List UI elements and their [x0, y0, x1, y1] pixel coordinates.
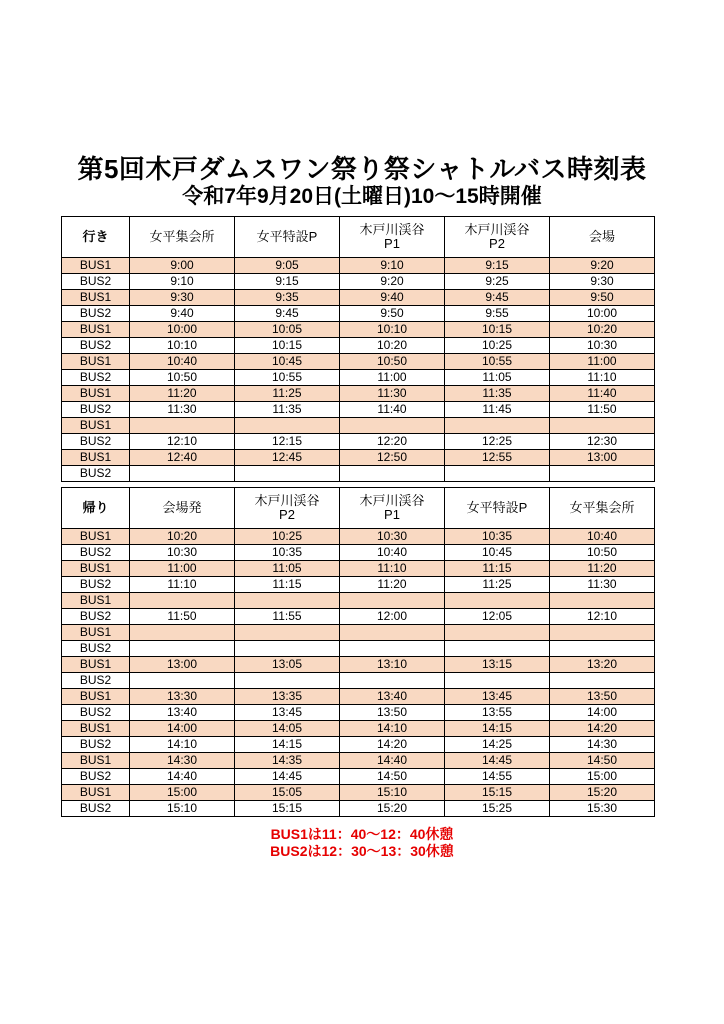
time-cell	[445, 673, 550, 689]
time-cell: 10:25	[235, 529, 340, 545]
time-cell: 15:05	[235, 785, 340, 801]
time-cell: 10:40	[130, 354, 235, 370]
table-row	[62, 561, 655, 577]
time-cell: 14:45	[445, 753, 550, 769]
bus-label: BUS2	[62, 673, 130, 689]
bus-label: BUS1	[62, 290, 130, 306]
table-row	[62, 466, 655, 482]
time-cell	[550, 641, 655, 657]
table-row	[62, 593, 655, 609]
bus-label: BUS1	[62, 450, 130, 466]
time-cell: 10:10	[130, 338, 235, 354]
bus-label: BUS1	[62, 418, 130, 434]
time-cell	[550, 625, 655, 641]
time-cell: 15:20	[550, 785, 655, 801]
time-cell: 11:15	[445, 561, 550, 577]
time-cell: 9:15	[235, 274, 340, 290]
table-row	[62, 418, 655, 434]
page-title: 第5回木戸ダムスワン祭り祭シャトルバス時刻表	[77, 154, 647, 184]
time-cell: 14:15	[235, 737, 340, 753]
time-cell: 11:35	[235, 402, 340, 418]
time-cell: 10:35	[235, 545, 340, 561]
time-cell: 9:30	[550, 274, 655, 290]
time-cell: 9:15	[445, 258, 550, 274]
time-cell: 13:55	[445, 705, 550, 721]
time-cell: 12:25	[445, 434, 550, 450]
time-cell: 13:30	[130, 689, 235, 705]
time-cell: 13:05	[235, 657, 340, 673]
time-cell: 10:55	[235, 370, 340, 386]
table-row	[62, 769, 655, 785]
time-cell: 14:55	[445, 769, 550, 785]
time-cell: 11:45	[445, 402, 550, 418]
stop-header: 女平集会所	[130, 217, 235, 258]
bus-label: BUS1	[62, 322, 130, 338]
time-cell: 12:30	[550, 434, 655, 450]
bus-label: BUS2	[62, 274, 130, 290]
time-cell: 11:55	[235, 609, 340, 625]
time-cell: 14:10	[340, 721, 445, 737]
time-cell: 10:50	[340, 354, 445, 370]
time-cell: 10:55	[445, 354, 550, 370]
bus-label: BUS2	[62, 338, 130, 354]
time-cell	[130, 593, 235, 609]
time-cell	[130, 466, 235, 482]
table-row	[62, 785, 655, 801]
time-cell: 13:15	[445, 657, 550, 673]
bus-label: BUS2	[62, 609, 130, 625]
time-cell: 13:35	[235, 689, 340, 705]
time-cell	[130, 418, 235, 434]
time-cell: 10:35	[445, 529, 550, 545]
time-cell: 13:00	[130, 657, 235, 673]
stop-header: 木戸川渓谷 P2	[445, 217, 550, 258]
time-cell: 9:30	[130, 290, 235, 306]
bus-label: BUS2	[62, 737, 130, 753]
bus-label: BUS1	[62, 689, 130, 705]
time-cell: 11:00	[550, 354, 655, 370]
time-cell: 13:20	[550, 657, 655, 673]
stop-header: 女平特設P	[445, 488, 550, 529]
time-cell: 13:45	[235, 705, 340, 721]
time-cell: 14:35	[235, 753, 340, 769]
time-cell	[445, 641, 550, 657]
table-row	[62, 402, 655, 418]
time-cell: 12:05	[445, 609, 550, 625]
time-cell: 9:10	[130, 274, 235, 290]
stop-header: 木戸川渓谷 P1	[340, 488, 445, 529]
time-cell: 13:40	[340, 689, 445, 705]
time-cell: 14:15	[445, 721, 550, 737]
time-cell: 10:00	[550, 306, 655, 322]
time-cell: 11:25	[445, 577, 550, 593]
time-cell: 11:10	[340, 561, 445, 577]
time-cell: 13:50	[340, 705, 445, 721]
time-cell: 11:20	[550, 561, 655, 577]
time-cell: 11:30	[130, 402, 235, 418]
time-cell: 15:00	[130, 785, 235, 801]
bus-label: BUS2	[62, 545, 130, 561]
table-row	[62, 529, 655, 545]
table-row	[62, 258, 655, 274]
time-cell: 11:05	[235, 561, 340, 577]
table-row	[62, 322, 655, 338]
break-notes	[0, 826, 724, 860]
time-cell: 10:20	[130, 529, 235, 545]
time-cell: 14:40	[340, 753, 445, 769]
time-cell	[340, 418, 445, 434]
time-cell: 14:20	[550, 721, 655, 737]
time-cell: 10:50	[550, 545, 655, 561]
table-row	[62, 657, 655, 673]
time-cell: 10:40	[340, 545, 445, 561]
table-row	[62, 545, 655, 561]
bus-label: BUS2	[62, 466, 130, 482]
time-cell: 9:25	[445, 274, 550, 290]
stop-header: 会場	[550, 217, 655, 258]
table-row	[62, 705, 655, 721]
time-cell	[445, 593, 550, 609]
time-cell	[235, 641, 340, 657]
time-cell: 10:00	[130, 322, 235, 338]
return-timetable	[61, 487, 655, 817]
time-cell: 9:45	[445, 290, 550, 306]
table-row	[62, 673, 655, 689]
table-row	[62, 290, 655, 306]
bus2-break-note: BUS2は12：30～13：30休憩	[270, 843, 454, 859]
table-row	[62, 801, 655, 817]
outbound-header-row	[62, 217, 655, 258]
table-row	[62, 450, 655, 466]
table-row	[62, 721, 655, 737]
bus-label: BUS1	[62, 721, 130, 737]
stop-header: 女平集会所	[550, 488, 655, 529]
bus-label: BUS2	[62, 306, 130, 322]
time-cell	[550, 466, 655, 482]
time-cell: 9:40	[130, 306, 235, 322]
direction-header: 帰り	[62, 488, 130, 529]
time-cell	[340, 625, 445, 641]
bus-label: BUS2	[62, 801, 130, 817]
time-cell	[235, 418, 340, 434]
time-cell: 11:20	[130, 386, 235, 402]
time-cell: 15:15	[235, 801, 340, 817]
time-cell: 11:25	[235, 386, 340, 402]
time-cell	[445, 625, 550, 641]
table-row	[62, 753, 655, 769]
time-cell: 14:10	[130, 737, 235, 753]
time-cell: 10:30	[130, 545, 235, 561]
table-row	[62, 641, 655, 657]
time-cell	[235, 673, 340, 689]
time-cell	[235, 593, 340, 609]
time-cell	[340, 641, 445, 657]
table-row	[62, 370, 655, 386]
time-cell: 10:20	[550, 322, 655, 338]
time-cell: 14:05	[235, 721, 340, 737]
time-cell: 10:10	[340, 322, 445, 338]
time-cell: 11:40	[550, 386, 655, 402]
bus-label: BUS2	[62, 641, 130, 657]
time-cell: 10:25	[445, 338, 550, 354]
bus-label: BUS2	[62, 577, 130, 593]
time-cell	[130, 673, 235, 689]
time-cell: 12:15	[235, 434, 340, 450]
time-cell: 11:15	[235, 577, 340, 593]
time-cell: 11:40	[340, 402, 445, 418]
time-cell: 11:00	[130, 561, 235, 577]
time-cell: 14:30	[130, 753, 235, 769]
time-cell	[235, 466, 340, 482]
stop-header: 会場発	[130, 488, 235, 529]
time-cell: 14:30	[550, 737, 655, 753]
time-cell: 10:40	[550, 529, 655, 545]
time-cell: 11:10	[130, 577, 235, 593]
time-cell: 12:50	[340, 450, 445, 466]
time-cell: 14:00	[130, 721, 235, 737]
event-date-subtitle: 令和7年9月20日(土曜日)10～15時開催	[182, 185, 542, 208]
bus-label: BUS1	[62, 258, 130, 274]
time-cell	[445, 418, 550, 434]
time-cell: 14:20	[340, 737, 445, 753]
time-cell: 14:50	[340, 769, 445, 785]
time-cell: 9:20	[550, 258, 655, 274]
bus-label: BUS1	[62, 386, 130, 402]
table-row	[62, 689, 655, 705]
stop-header: 木戸川渓谷 P2	[235, 488, 340, 529]
time-cell	[340, 593, 445, 609]
time-cell: 12:00	[340, 609, 445, 625]
time-cell: 10:15	[445, 322, 550, 338]
bus-label: BUS1	[62, 625, 130, 641]
table-row	[62, 625, 655, 641]
time-cell: 12:10	[130, 434, 235, 450]
time-cell: 10:20	[340, 338, 445, 354]
bus-label: BUS2	[62, 370, 130, 386]
table-row	[62, 577, 655, 593]
time-cell: 9:10	[340, 258, 445, 274]
time-cell: 11:10	[550, 370, 655, 386]
time-cell: 14:25	[445, 737, 550, 753]
time-cell: 12:45	[235, 450, 340, 466]
time-cell: 14:00	[550, 705, 655, 721]
bus-label: BUS2	[62, 705, 130, 721]
bus-label: BUS1	[62, 785, 130, 801]
time-cell: 9:40	[340, 290, 445, 306]
time-cell: 15:30	[550, 801, 655, 817]
bus-label: BUS1	[62, 529, 130, 545]
time-cell	[445, 466, 550, 482]
direction-header: 行き	[62, 217, 130, 258]
time-cell: 9:50	[340, 306, 445, 322]
time-cell: 14:50	[550, 753, 655, 769]
time-cell: 15:10	[130, 801, 235, 817]
time-cell	[550, 418, 655, 434]
table-row	[62, 737, 655, 753]
bus-label: BUS1	[62, 593, 130, 609]
time-cell: 9:05	[235, 258, 340, 274]
table-row	[62, 609, 655, 625]
time-cell: 14:45	[235, 769, 340, 785]
bus-label: BUS2	[62, 434, 130, 450]
bus-label: BUS1	[62, 561, 130, 577]
time-cell: 10:50	[130, 370, 235, 386]
bus-label: BUS2	[62, 402, 130, 418]
time-cell: 10:30	[340, 529, 445, 545]
time-cell: 14:40	[130, 769, 235, 785]
time-cell: 13:45	[445, 689, 550, 705]
table-row	[62, 274, 655, 290]
time-cell	[130, 625, 235, 641]
stop-header: 女平特設P	[235, 217, 340, 258]
time-cell: 11:30	[550, 577, 655, 593]
return-header-row	[62, 488, 655, 529]
bus1-break-note: BUS1は11：40～12：40休憩	[270, 826, 454, 842]
bus-label: BUS1	[62, 657, 130, 673]
time-cell: 13:50	[550, 689, 655, 705]
time-cell: 12:10	[550, 609, 655, 625]
time-cell: 15:20	[340, 801, 445, 817]
table-row	[62, 338, 655, 354]
time-cell: 15:10	[340, 785, 445, 801]
bus-label: BUS2	[62, 769, 130, 785]
bus-label: BUS1	[62, 753, 130, 769]
time-cell	[130, 641, 235, 657]
table-row	[62, 386, 655, 402]
time-cell: 9:50	[550, 290, 655, 306]
time-cell: 12:55	[445, 450, 550, 466]
time-cell: 9:20	[340, 274, 445, 290]
time-cell	[340, 466, 445, 482]
time-cell: 11:50	[130, 609, 235, 625]
table-row	[62, 354, 655, 370]
outbound-timetable	[61, 216, 655, 482]
time-cell: 10:15	[235, 338, 340, 354]
time-cell	[235, 625, 340, 641]
time-cell	[550, 593, 655, 609]
time-cell: 10:45	[445, 545, 550, 561]
table-row	[62, 434, 655, 450]
time-cell: 11:00	[340, 370, 445, 386]
time-cell: 10:45	[235, 354, 340, 370]
time-cell: 11:50	[550, 402, 655, 418]
time-cell	[340, 673, 445, 689]
time-cell: 11:20	[340, 577, 445, 593]
stop-header: 木戸川渓谷 P1	[340, 217, 445, 258]
time-cell: 9:35	[235, 290, 340, 306]
time-cell: 13:00	[550, 450, 655, 466]
time-cell: 15:00	[550, 769, 655, 785]
time-cell: 11:30	[340, 386, 445, 402]
time-cell: 13:40	[130, 705, 235, 721]
time-cell: 9:00	[130, 258, 235, 274]
time-cell	[550, 673, 655, 689]
time-cell: 12:20	[340, 434, 445, 450]
time-cell: 11:35	[445, 386, 550, 402]
table-row	[62, 306, 655, 322]
time-cell: 15:15	[445, 785, 550, 801]
time-cell: 13:10	[340, 657, 445, 673]
bus-label: BUS1	[62, 354, 130, 370]
time-cell: 11:05	[445, 370, 550, 386]
time-cell: 12:40	[130, 450, 235, 466]
time-cell: 15:25	[445, 801, 550, 817]
time-cell: 9:45	[235, 306, 340, 322]
time-cell: 10:30	[550, 338, 655, 354]
time-cell: 10:05	[235, 322, 340, 338]
time-cell: 9:55	[445, 306, 550, 322]
